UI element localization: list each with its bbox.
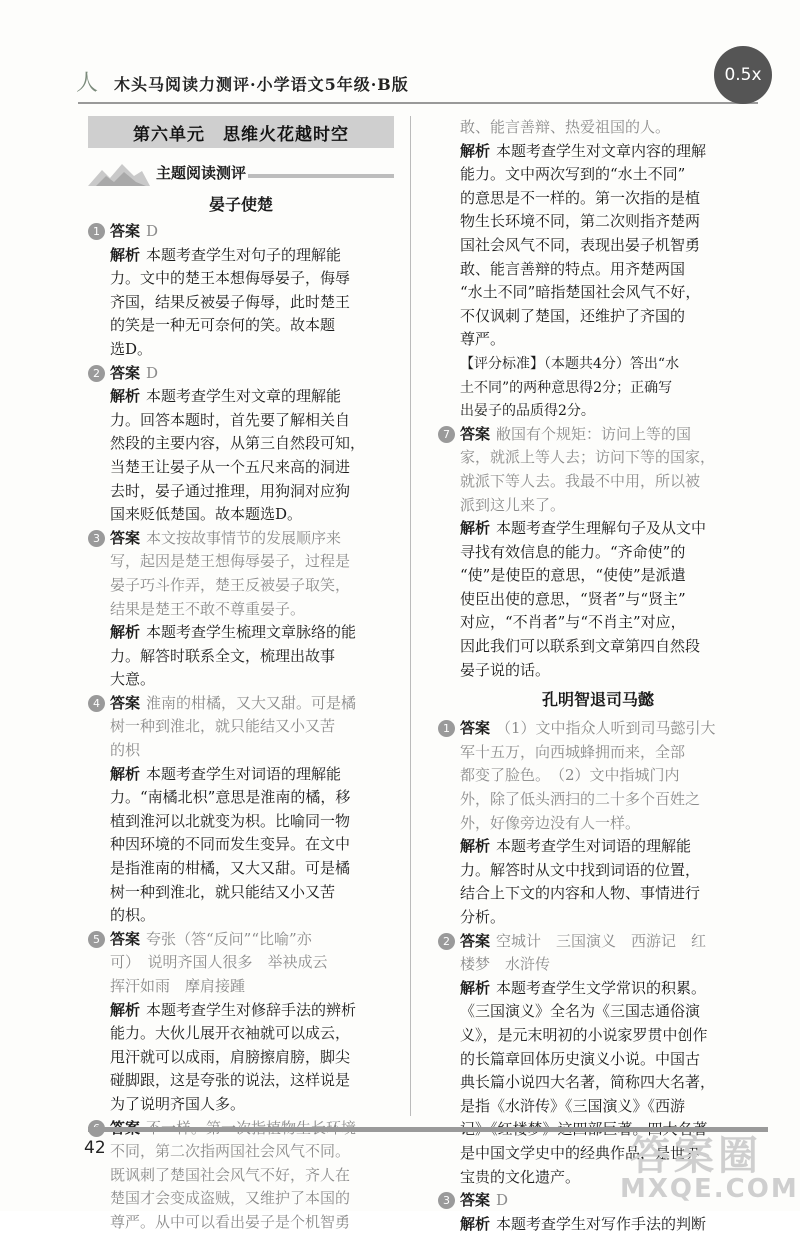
watermark-line1: 答案圈 bbox=[630, 1133, 762, 1179]
right_lines-line bbox=[438, 588, 758, 612]
left_lines-line bbox=[88, 550, 406, 574]
analysis-text: 的长篇章回体历史演义小说。中国古 bbox=[460, 1049, 701, 1068]
left_lines-line bbox=[88, 1022, 406, 1046]
analysis-text: 义》，是元末明初的小说家罗贯中创作 bbox=[460, 1025, 708, 1044]
analysis-text: 本题考查学生对修辞手法的辨析 bbox=[146, 1000, 357, 1019]
analysis-text: “水土不同”暗指楚国社会风气不好， bbox=[460, 283, 701, 302]
right_lines-line bbox=[438, 470, 758, 494]
answer-text: 军十五万，向西城蜂拥而来，全部 bbox=[460, 742, 686, 761]
left_lines-line bbox=[88, 1140, 406, 1164]
left_lines-line bbox=[88, 385, 406, 409]
answer-text: 写，起因是楚王想侮辱晏子，过程是 bbox=[110, 552, 351, 571]
analysis-text: 力。解答时联系全文，梳理出故事 bbox=[110, 646, 336, 665]
left_lines-line bbox=[88, 951, 406, 975]
analysis-text: 本题考查学生梳理文章脉络的能 bbox=[146, 623, 357, 642]
right_lines-line bbox=[438, 835, 758, 859]
analysis-label: 解析 bbox=[110, 764, 141, 783]
analysis-text: 对应，“不肖者”与“不肖主”对应， bbox=[460, 613, 686, 632]
column-divider bbox=[410, 116, 411, 1116]
left_lines-line bbox=[88, 668, 406, 692]
analysis-label: 解析 bbox=[110, 623, 141, 642]
analysis-text: 本题考查学生对文章的理解能 bbox=[146, 387, 342, 406]
story-title-yanzi: 晏子使楚 bbox=[208, 195, 273, 214]
analysis-text: 宝贵的文化遗产。 bbox=[460, 1167, 581, 1186]
answer-text: D bbox=[146, 222, 159, 240]
answer-text: D bbox=[146, 363, 159, 382]
left_lines-line bbox=[88, 314, 406, 338]
person-glyph-icon: 人 bbox=[76, 71, 99, 96]
left_lines-line bbox=[88, 881, 406, 905]
header-rule bbox=[78, 102, 758, 104]
answer-text: 不同，第二次指两国社会风气不同。 bbox=[110, 1142, 351, 1161]
right_lines-line bbox=[438, 882, 758, 906]
analysis-text: 因此我们可以联系到文章第四自然段 bbox=[460, 637, 701, 656]
left_lines-line bbox=[88, 692, 406, 716]
answer-text: 树一种到淮北，就只能结又小又苦 bbox=[110, 717, 336, 736]
answer-text: 敢、能言善辩、热爱祖国的人。 bbox=[460, 118, 671, 136]
left_lines-line bbox=[88, 1164, 406, 1188]
analysis-text: 本题考查学生对词语的理解能 bbox=[496, 837, 692, 856]
right_lines-line bbox=[438, 352, 758, 376]
left_lines-line bbox=[88, 574, 406, 598]
right_lines-line bbox=[438, 977, 758, 1001]
answer-text: 外，好像旁边没有人一样。 bbox=[460, 813, 641, 832]
analysis-text: 敢、能言善辩的特点。用齐楚两国 bbox=[460, 259, 686, 278]
answer-label: 答案 bbox=[460, 424, 491, 443]
analysis-text: “使”是使臣的意思，“使使”是派遣 bbox=[460, 566, 686, 585]
analysis-label: 解析 bbox=[110, 387, 141, 406]
analysis-text: 力。解答时从文中找到词语的位置， bbox=[460, 860, 701, 879]
left_lines-line bbox=[88, 904, 406, 928]
answer-label: 答案 bbox=[460, 1191, 491, 1210]
story-title-kongming: 孔明智退司马懿 bbox=[541, 690, 654, 710]
right_lines-line bbox=[438, 399, 758, 423]
right_lines-line bbox=[438, 187, 758, 211]
right_lines-line bbox=[438, 812, 758, 836]
right_lines-line bbox=[438, 517, 758, 541]
analysis-label: 解析 bbox=[460, 141, 491, 160]
section-heading bbox=[88, 160, 394, 188]
right_lines-line bbox=[438, 659, 758, 683]
right_lines-line bbox=[438, 140, 758, 164]
answer-text: 楚国才会变成盗贼，又维护了本国的 bbox=[110, 1189, 351, 1208]
answer-label: 答案 bbox=[110, 693, 141, 712]
right_lines-line bbox=[438, 611, 758, 635]
left_lines-line bbox=[88, 739, 406, 763]
left_lines-line bbox=[88, 456, 406, 480]
analysis-text: 能力。文中两次写到的“水土不同” bbox=[460, 165, 686, 184]
right_lines-line bbox=[438, 494, 758, 518]
left_lines-line bbox=[88, 244, 406, 268]
right_lines-line bbox=[438, 376, 758, 400]
mountain-icon bbox=[88, 162, 150, 186]
right_lines-line bbox=[438, 305, 758, 329]
analysis-text: 晏子说的话。 bbox=[460, 660, 551, 679]
analysis-label: 解析 bbox=[110, 245, 141, 264]
right-column bbox=[438, 116, 758, 1236]
analysis-text: 植到淮河以北就变为枳。比喻同一物 bbox=[110, 811, 351, 830]
analysis-text: 本题考查学生对句子的理解能 bbox=[146, 245, 342, 264]
answer-text: 淮南的柑橘，又大又甜。可是橘 bbox=[146, 693, 357, 712]
left_lines-line bbox=[88, 1093, 406, 1117]
analysis-text: 本题考查学生理解句子及从文中 bbox=[496, 519, 707, 538]
analysis-text: 物生长环境不同，第二次则指齐楚两 bbox=[460, 212, 701, 231]
answer-text: 敝国有个规矩：访问上等的国 bbox=[496, 424, 692, 443]
right_lines-line bbox=[438, 1213, 758, 1236]
right_lines-line bbox=[438, 281, 758, 305]
question-number-badge: 1 bbox=[438, 720, 455, 737]
left_lines-line bbox=[88, 1069, 406, 1093]
analysis-text: 分析。 bbox=[460, 908, 506, 926]
left_lines-line bbox=[88, 928, 406, 952]
analysis-text: 的意思是不一样的。第一次指的是植 bbox=[460, 188, 701, 207]
page-number: 42 bbox=[84, 1138, 106, 1158]
scoring-text: 出晏子的品质得2分。 bbox=[460, 403, 595, 420]
analysis-text: 结合上下文的内容和人物、事情进行 bbox=[460, 884, 701, 903]
answer-text: 晏子巧斗作弄，楚王反被晏子取笑， bbox=[110, 575, 351, 594]
analysis-text: 本题考查学生文学常识的积累。 bbox=[496, 978, 707, 997]
left-column bbox=[88, 220, 406, 1235]
left_lines-line bbox=[88, 527, 406, 551]
analysis-text: 不仅讽刺了楚国，还维护了齐国的 bbox=[460, 306, 686, 325]
answer-label: 答案 bbox=[110, 929, 141, 948]
right_lines-line bbox=[438, 953, 758, 977]
right_lines-line bbox=[438, 930, 758, 954]
answer-text: （1）文中指众人听到司马懿引大 bbox=[496, 719, 716, 738]
right_lines-line bbox=[438, 717, 758, 741]
left_lines-line bbox=[88, 480, 406, 504]
answer-label: 答案 bbox=[460, 931, 491, 950]
left_lines-line bbox=[88, 432, 406, 456]
answer-label: 答案 bbox=[460, 719, 491, 738]
answer-text: 本文按故事情节的发展顺序来 bbox=[146, 528, 342, 547]
right_lines-line bbox=[438, 1024, 758, 1048]
answer-label: 答案 bbox=[110, 363, 141, 382]
answer-text: 既讽刺了楚国社会风气不好，齐人在 bbox=[110, 1165, 351, 1184]
answer-text: 都变了脸色。 （2）文中指城门内 bbox=[460, 766, 680, 785]
answer-text: 就派下等人去。我最不中用，所以被 bbox=[460, 471, 701, 490]
left_lines-line bbox=[88, 291, 406, 315]
scoring-text: 【评分标准】（本题共4分）答出“水 bbox=[460, 355, 680, 372]
question-number-badge: 7 bbox=[438, 426, 455, 443]
page-header bbox=[78, 62, 738, 102]
question-number-badge: 4 bbox=[88, 695, 105, 712]
right_lines-line bbox=[438, 1071, 758, 1095]
question-number-badge: 3 bbox=[88, 530, 105, 547]
analysis-label: 解析 bbox=[110, 1000, 141, 1019]
right_lines-line bbox=[438, 1048, 758, 1072]
answer-text: 空城计 三国演义 西游记 红 bbox=[496, 931, 707, 950]
left_lines-line bbox=[88, 220, 406, 244]
left_lines-line bbox=[88, 810, 406, 834]
analysis-text: 力。文中的楚王本想侮辱晏子，侮辱 bbox=[110, 269, 351, 288]
left_lines-line bbox=[88, 715, 406, 739]
watermark bbox=[620, 1118, 799, 1208]
answer-text: 尊严。从中可以看出晏子是个机智勇 bbox=[110, 1212, 351, 1231]
right_lines-line bbox=[438, 116, 758, 140]
analysis-text: 的枳。 bbox=[110, 906, 156, 925]
right_lines-line bbox=[438, 423, 758, 447]
analysis-text: 当楚王让晏子从一个五尺来高的洞进 bbox=[110, 457, 351, 476]
question-number-badge: 2 bbox=[438, 933, 455, 950]
answer-text: D bbox=[496, 1191, 509, 1210]
answer-text: 结果是楚王不敢不尊重晏子。 bbox=[110, 599, 306, 618]
left_lines-line bbox=[88, 338, 406, 362]
left_lines-line bbox=[88, 598, 406, 622]
analysis-text: 甩汗就可以成雨，肩膀擦肩膀，脚尖 bbox=[110, 1047, 351, 1066]
answer-text: 楼梦 水浒传 bbox=[460, 955, 551, 974]
analysis-text: 然段的主要内容，从第三自然段可知， bbox=[110, 434, 366, 453]
analysis-label: 解析 bbox=[460, 519, 491, 538]
analysis-label: 解析 bbox=[460, 1214, 491, 1233]
header-title: 木头马阅读力测评·小学语文5年级·B版 bbox=[114, 75, 409, 94]
left_lines-line bbox=[88, 503, 406, 527]
left_lines-line bbox=[88, 1211, 406, 1235]
section-underline bbox=[248, 174, 394, 178]
left_lines-line bbox=[88, 621, 406, 645]
left_lines-line bbox=[88, 975, 406, 999]
analysis-text: 的笑是一种无可奈何的笑。故本题 bbox=[110, 316, 336, 335]
right_lines-line bbox=[438, 564, 758, 588]
question-number-badge: 1 bbox=[88, 223, 105, 240]
right_lines-line bbox=[438, 859, 758, 883]
analysis-text: 本题考查学生对词语的理解能 bbox=[146, 764, 342, 783]
right_lines-line bbox=[438, 788, 758, 812]
analysis-text: 典长篇小说四大名著，简称四大名著， bbox=[460, 1073, 716, 1092]
right_lines-line bbox=[438, 541, 758, 565]
left_lines-line bbox=[88, 763, 406, 787]
right_lines-line bbox=[438, 741, 758, 765]
analysis-text: 寻找有效信息的能力。“齐命使”的 bbox=[460, 542, 686, 561]
analysis-text: 《三国演义》全名为《三国志通俗演 bbox=[460, 1002, 701, 1021]
left_lines-line bbox=[88, 645, 406, 669]
analysis-text: 本题考查学生对写作手法的判断 bbox=[496, 1214, 707, 1233]
right_lines-line bbox=[438, 210, 758, 234]
right_lines-line bbox=[438, 163, 758, 187]
left_lines-line bbox=[88, 1187, 406, 1211]
answer-text: 外，除了低头洒扫的二十多个百姓之 bbox=[460, 790, 701, 809]
answer-text: 挥汗如雨 摩肩接踵 bbox=[110, 977, 246, 995]
left_lines-line bbox=[88, 362, 406, 386]
analysis-text: 力。回答本题时，首先要了解相关自 bbox=[110, 410, 351, 429]
answer-text: 家，就派上等人去；访问下等的国家， bbox=[460, 448, 716, 467]
playback-speed-button[interactable]: 0.5x bbox=[714, 46, 772, 104]
answer-text: 派到这儿来了。 bbox=[460, 495, 566, 514]
unit-banner: 第六单元 思维火花越时空 bbox=[88, 116, 394, 148]
analysis-text: 种因环境的不同而发生变异。在文中 bbox=[110, 835, 351, 854]
left_lines-line bbox=[88, 833, 406, 857]
analysis-text: 碰脚跟，这是夸张的说法，这样说是 bbox=[110, 1071, 351, 1090]
right_lines-line bbox=[438, 764, 758, 788]
left_lines-line bbox=[88, 409, 406, 433]
analysis-label: 解析 bbox=[460, 837, 491, 856]
analysis-text: 使臣出使的意思，“贤者”与“贤主” bbox=[460, 589, 686, 608]
scoring-text: 土不同”的两种意思得2分；正确写 bbox=[460, 379, 673, 396]
answer-text: 夸张（答“反问”“比喻”亦 bbox=[146, 929, 312, 948]
analysis-text: 是中国文学史中的经典作品，是世界 bbox=[460, 1143, 701, 1162]
right_lines-line bbox=[438, 258, 758, 282]
analysis-text: 国来贬低楚国。故本题选D。 bbox=[110, 505, 303, 524]
analysis-text: 齐国，结果反被晏子侮辱，此时楚王 bbox=[110, 292, 351, 311]
left_lines-line bbox=[88, 999, 406, 1023]
analysis-text: 是指《水浒传》《三国演义》《西游 bbox=[460, 1096, 686, 1115]
analysis-text: 选D。 bbox=[110, 339, 153, 358]
analysis-text: 力。“南橘北枳”意思是淮南的橘，移 bbox=[110, 788, 351, 807]
answer-text: 的枳 bbox=[110, 741, 141, 760]
right_lines-line bbox=[438, 234, 758, 258]
answer-text: 可） 说明齐国人很多 举袂成云 bbox=[110, 953, 328, 972]
analysis-text: 国社会风气不同，表现出晏子机智勇 bbox=[460, 235, 701, 254]
analysis-text: 能力。大伙儿展开衣袖就可以成云， bbox=[110, 1024, 351, 1043]
left_lines-line bbox=[88, 857, 406, 881]
right_lines-line bbox=[438, 906, 758, 930]
analysis-text: 尊严。 bbox=[460, 330, 506, 349]
right_lines-line bbox=[438, 1000, 758, 1024]
analysis-text: 大意。 bbox=[110, 670, 156, 689]
question-number-badge: 2 bbox=[88, 365, 105, 382]
right_lines-line bbox=[438, 328, 758, 352]
right_lines-line bbox=[438, 635, 758, 659]
left_lines-line bbox=[88, 1046, 406, 1070]
section-title: 主题阅读测评 bbox=[156, 164, 247, 182]
analysis-text: 树一种到淮北，就只能结又小又苦 bbox=[110, 882, 336, 901]
answer-label: 答案 bbox=[110, 222, 141, 240]
analysis-text: 本题考查学生对文章内容的理解 bbox=[496, 141, 707, 160]
question-number-badge: 3 bbox=[438, 1192, 455, 1209]
right_lines-line bbox=[438, 446, 758, 470]
left_lines-line bbox=[88, 786, 406, 810]
analysis-text: 是指淮南的柑橘，又大又甜。可是橘 bbox=[110, 859, 351, 878]
watermark-line2: MXQE.COM bbox=[620, 1174, 799, 1204]
analysis-label: 解析 bbox=[460, 978, 491, 997]
left_lines-line bbox=[88, 267, 406, 291]
analysis-text: 为了说明齐国人多。 bbox=[110, 1094, 246, 1113]
answer-label: 答案 bbox=[110, 528, 141, 547]
question-number-badge: 5 bbox=[88, 931, 105, 948]
analysis-text: 去时，晏子通过推理，用狗洞对应狗 bbox=[110, 481, 351, 500]
right_lines-line bbox=[438, 1095, 758, 1119]
